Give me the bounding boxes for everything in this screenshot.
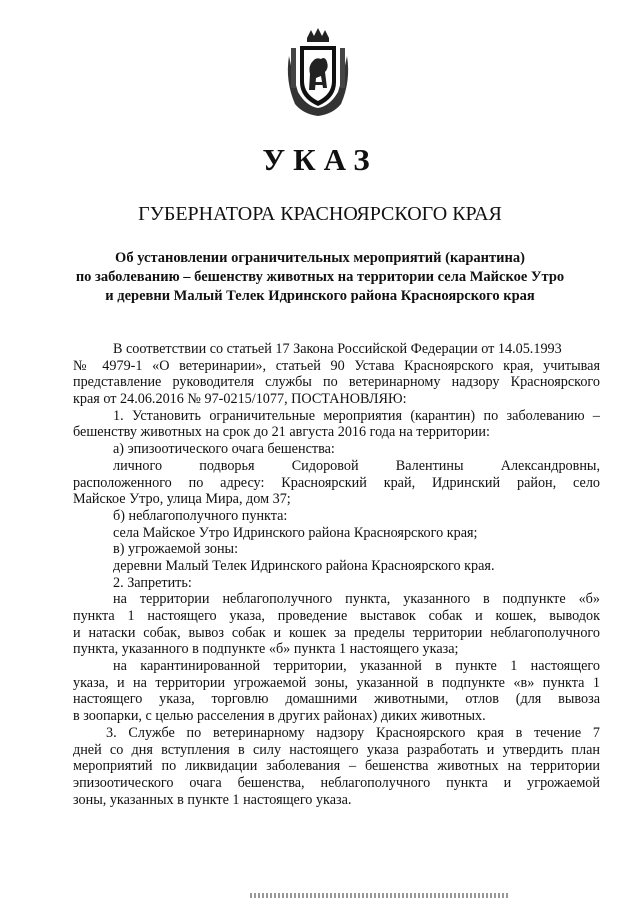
body-line: зоны, указанных в пункте 1 настоящего указа. xyxy=(73,791,352,808)
document-heading xyxy=(60,249,580,306)
heading-line: и деревни Малый Телек Идринского района Красноярского края xyxy=(105,288,535,304)
body-line: № 4979-1 «О ветеринарии», статьей 90 Устава Красноярского края, учитывая xyxy=(73,357,600,374)
body-line: села Майское Утро Идринского района Красноярского края; xyxy=(113,524,478,541)
body-line: дней со дня вступления в силу настоящего указа разработать и утвердить план xyxy=(73,741,600,758)
body-line: представление руководителя службы по ветеринарному надзору Красноярского xyxy=(73,374,600,391)
body-line: пункта 1 настоящего указа, проведение выставок собак и кошек, выводок xyxy=(73,608,600,624)
body-line: личного подворья Сидоровой Валентины Александровны, xyxy=(113,457,600,474)
body-line: на карантинированной территории, указанной в пункте 1 настоящего xyxy=(113,658,600,675)
body-line: края от 24.06.2016 № 97-0215/1077, ПОСТАНОВЛЯЮ: xyxy=(73,391,407,408)
body-line: Майское Утро, улица Мира, дом 37; xyxy=(73,491,291,508)
body-line: бешенству животных на срок до 21 августа 2016 года на территории: xyxy=(73,424,490,441)
coat-of-arms-icon xyxy=(283,26,353,118)
scan-artifact xyxy=(250,893,510,898)
body-line: 2. Запретить: xyxy=(113,574,192,591)
body-line: в зоопарки, с целью расселения в других районах) диких животных. xyxy=(73,708,486,725)
body-line: В соответствии со статьей 17 Закона Российской Федерации от 14.05.1993 xyxy=(113,341,562,357)
body-line: пункта, указанного в подпункте «б» пункта 1 настоящего указа; xyxy=(73,641,459,658)
body-line: расположенного по адресу: Красноярский край, Идринский район, село xyxy=(73,474,600,491)
document-body xyxy=(73,341,600,808)
body-line: деревни Малый Телек Идринского района Красноярского края. xyxy=(113,557,495,574)
heading-line: Об установлении ограничительных мероприятий (карантина) xyxy=(115,250,525,266)
document-title: УКАЗ xyxy=(262,142,378,177)
body-line: и натаски собак, вывоз собак и кошек за пределы территории неблагополучного xyxy=(73,624,600,641)
body-line: эпизоотического очага бешенства, неблагополучного пункта и угрожаемой xyxy=(73,774,600,791)
heading-line: по заболеванию – бешенству животных на территории села Майское Утро xyxy=(75,269,565,285)
body-line: а) эпизоотического очага бешенства: xyxy=(113,441,335,458)
body-line: б) неблагополучного пункта: xyxy=(113,507,288,524)
body-line: на территории неблагополучного пункта, указанного в подпункте «б» xyxy=(113,591,600,608)
body-line: указа, и на территории угрожаемой зоны, указанной в подпункте «в» пункта 1 xyxy=(73,674,600,691)
body-line: 3. Службе по ветеринарному надзору Красноярского края в течение 7 xyxy=(106,724,600,741)
body-line: настоящего указа, торговлю домашними животными, отлов (для вывоза xyxy=(73,691,600,708)
body-line: 1. Установить ограничительные мероприятия (карантин) по заболеванию – xyxy=(113,407,600,424)
body-line: мероприятий по ликвидации заболевания – бешенства животных на территории xyxy=(73,758,600,775)
body-line: в) угрожаемой зоны: xyxy=(113,541,239,558)
document-subtitle: ГУБЕРНАТОРА КРАСНОЯРСКОГО КРАЯ xyxy=(138,203,502,225)
